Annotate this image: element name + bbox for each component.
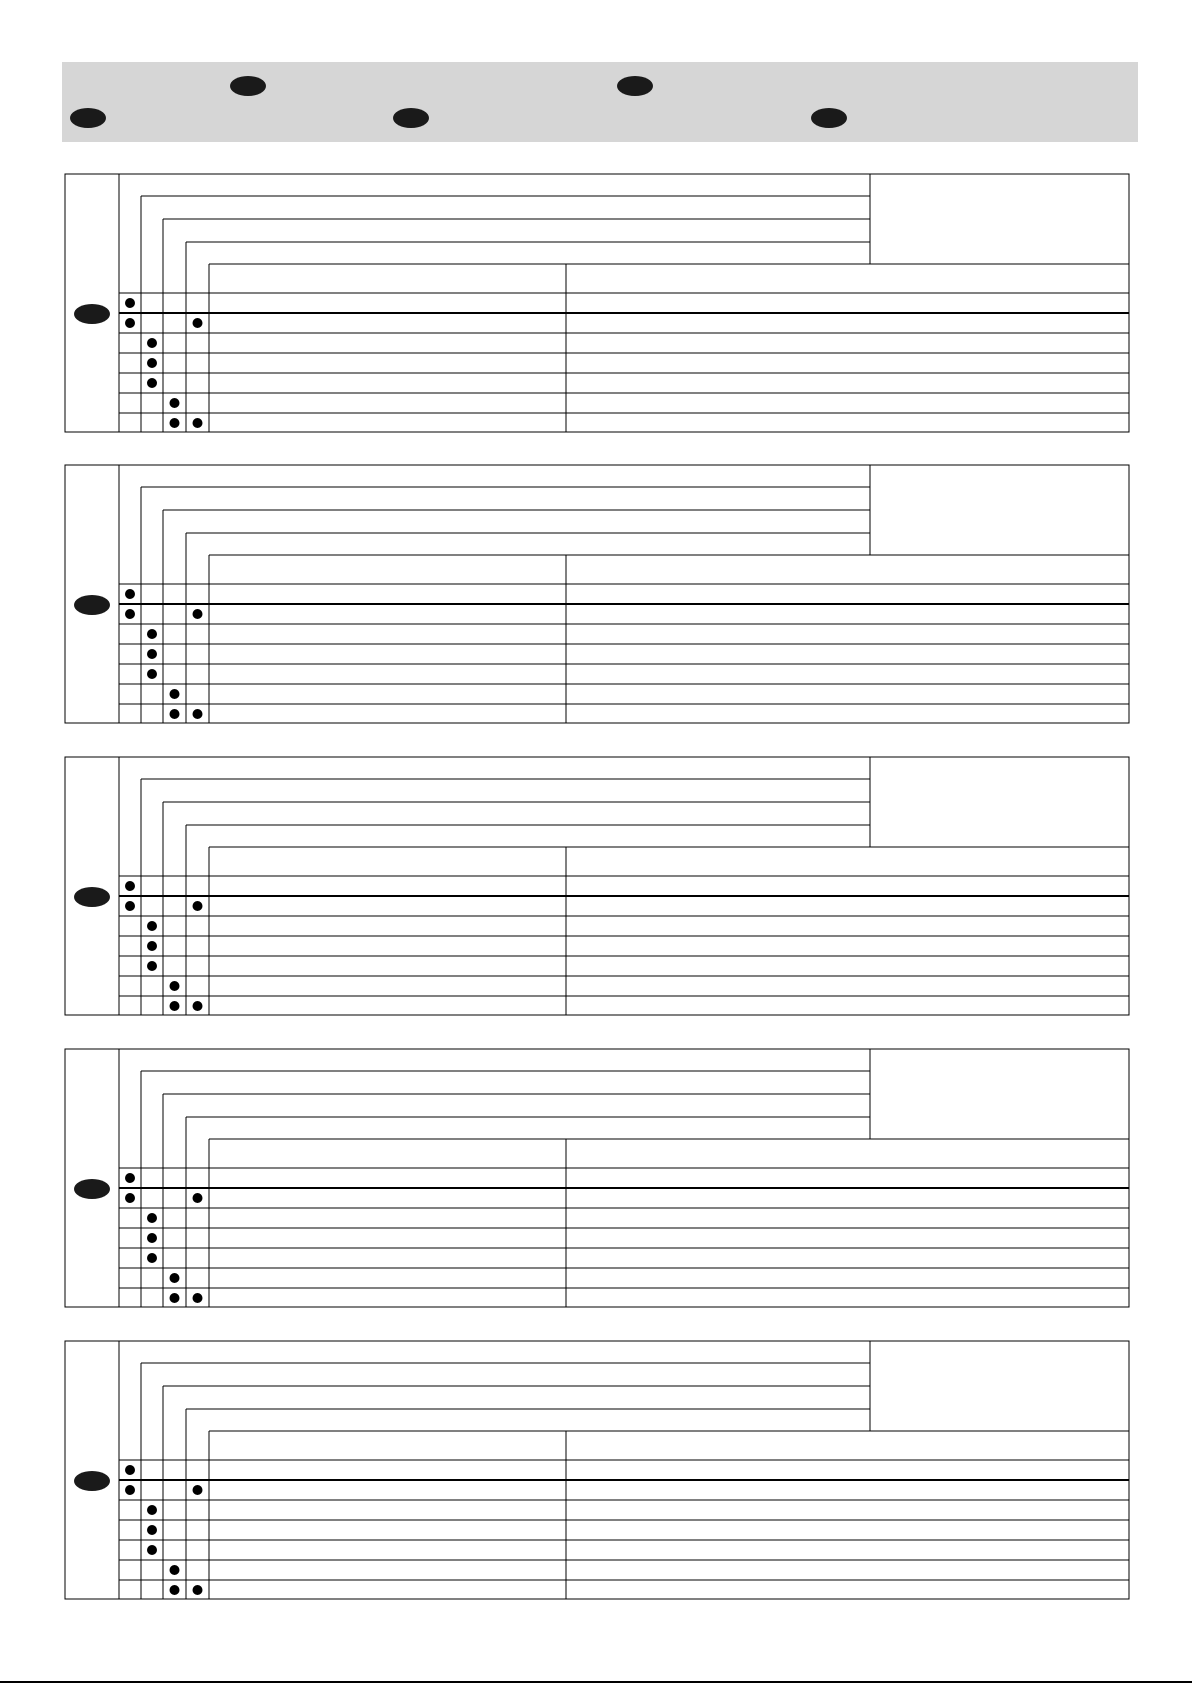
bullet-dot-icon: [147, 629, 157, 639]
language-badge-icon: [74, 887, 110, 907]
bullet-dot-icon: [170, 1565, 180, 1575]
settings-table-1: [0, 174, 1192, 432]
bullet-dot-icon: [193, 609, 203, 619]
language-badge-icon: [230, 76, 266, 96]
bullet-dot-icon: [170, 418, 180, 428]
bullet-dot-icon: [125, 609, 135, 619]
language-badge-icon: [70, 108, 106, 128]
bullet-dot-icon: [125, 881, 135, 891]
bullet-dot-icon: [147, 941, 157, 951]
language-badge-icon: [74, 1179, 110, 1199]
bullet-dot-icon: [125, 1465, 135, 1475]
bullet-dot-icon: [170, 1273, 180, 1283]
language-badge-icon: [617, 76, 653, 96]
settings-table-5: [0, 1341, 1192, 1599]
bullet-dot-icon: [193, 901, 203, 911]
bullet-dot-icon: [125, 589, 135, 599]
bullet-dot-icon: [193, 418, 203, 428]
bullet-dot-icon: [170, 689, 180, 699]
language-badge-icon: [74, 1471, 110, 1491]
bullet-dot-icon: [125, 1173, 135, 1183]
bullet-dot-icon: [170, 398, 180, 408]
bullet-dot-icon: [170, 1293, 180, 1303]
bullet-dot-icon: [125, 318, 135, 328]
settings-table-2: [0, 465, 1192, 723]
bullet-dot-icon: [125, 1485, 135, 1495]
bullet-dot-icon: [193, 1585, 203, 1595]
bullet-dot-icon: [193, 1001, 203, 1011]
bullet-dot-icon: [193, 318, 203, 328]
bullet-dot-icon: [193, 1293, 203, 1303]
language-badge-icon: [74, 595, 110, 615]
bullet-dot-icon: [125, 298, 135, 308]
bullet-dot-icon: [147, 649, 157, 659]
language-badge-icon: [811, 108, 847, 128]
bullet-dot-icon: [147, 1505, 157, 1515]
bullet-dot-icon: [125, 1193, 135, 1203]
bullet-dot-icon: [147, 1525, 157, 1535]
bullet-dot-icon: [193, 709, 203, 719]
bullet-dot-icon: [147, 961, 157, 971]
settings-table-3: [0, 757, 1192, 1015]
bullet-dot-icon: [193, 1485, 203, 1495]
language-badge-icon: [74, 304, 110, 324]
bullet-dot-icon: [193, 1193, 203, 1203]
bullet-dot-icon: [147, 338, 157, 348]
language-badge-icon: [393, 108, 429, 128]
bullet-dot-icon: [170, 1001, 180, 1011]
bullet-dot-icon: [147, 358, 157, 368]
bullet-dot-icon: [170, 709, 180, 719]
bullet-dot-icon: [170, 1585, 180, 1595]
bullet-dot-icon: [147, 1233, 157, 1243]
bullet-dot-icon: [147, 1253, 157, 1263]
language-header-band: [62, 62, 1138, 142]
settings-table-4: [0, 1049, 1192, 1307]
bullet-dot-icon: [147, 1545, 157, 1555]
bullet-dot-icon: [147, 1213, 157, 1223]
bullet-dot-icon: [170, 981, 180, 991]
bullet-dot-icon: [147, 378, 157, 388]
bullet-dot-icon: [147, 921, 157, 931]
bullet-dot-icon: [125, 901, 135, 911]
bullet-dot-icon: [147, 669, 157, 679]
footer-rule: [0, 1681, 1192, 1683]
